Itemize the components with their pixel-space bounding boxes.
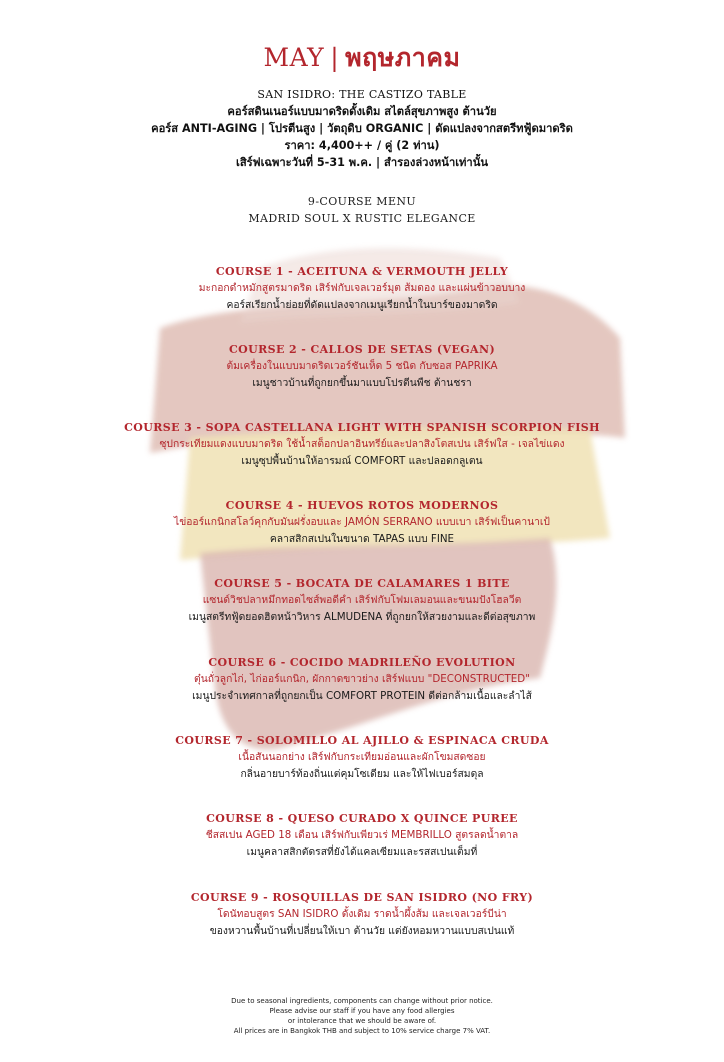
title-english: MAY [263,43,325,72]
course-title: COURSE 1 - ACEITUNA & VERMOUTH JELLY [215,265,509,278]
footer-line: All prices are in Bangkok THB and subject to 10% service charge 7% VAT. [233,1027,491,1035]
course-title: COURSE 7 - SOLOMILLO AL AJILLO & ESPINACA CRUDA [175,734,549,747]
course-description: มะกอกดำหมักสูตรมาดริด เสิร์ฟกับเจลเวอร์มุต ส้มดอง และแผ่นข้าวอบบาง [198,282,526,294]
course-note: เมนูคลาสสิกตัดรสที่ยังได้แคลเซียมและรสสเปนเต็มที่ [246,846,478,858]
footer-line: Due to seasonal ingredients, components can change without prior notice. [231,997,493,1005]
course-note: เมนูสตรีทฟู้ดยอดฮิตหน้าวิหาร ALMUDENA ที่ถูกยกให้สวยงามและดีต่อสุขภาพ [188,611,536,623]
course-title: COURSE 3 - SOPA CASTELLANA LIGHT WITH SPANISH SCORPION FISH [124,421,600,434]
course-item [0,576,724,626]
course-item [0,342,724,392]
course-item [0,733,724,783]
course-item [0,655,724,705]
course-note: คอร์สเรียกน้ำย่อยที่ดัดแปลงจากเมนูเรียกน้ำในบาร์ของมาดริด [226,299,498,311]
course-note: คลาสสิกสเปนในขนาด TAPAS แบบ FINE [269,533,455,545]
course-note: กลิ่นอายบาร์ท้องถิ่นแต่คุมโซเดียม และให้ไฟเบอร์สมดุล [240,768,484,780]
course-title: COURSE 9 - ROSQUILLAS DE SAN ISIDRO (NO FRY) [190,891,534,904]
course-note: เมนูซุปพื้นบ้านให้อารมณ์ COMFORT และปลอดกลูเตน [241,455,483,467]
title-separator: | [330,43,340,72]
course-title: COURSE 4 - HUEVOS ROTOS MODERNOS [225,499,499,512]
menu-heading-course-count: 9-COURSE MENU [307,195,417,208]
course-description: โดนัทอบสูตร SAN ISIDRO ดั้งเดิม ราดน้ำผึ้งส้ม และเจลเวอร์บีน่า [217,908,507,920]
course-title: COURSE 5 - BOCATA DE CALAMARES 1 BITE [214,577,510,590]
page-title [0,38,724,78]
course-description: ไข่ออร์แกนิกสโลว์คุกกับมันฝรั่งอบและ JAMÓN SERRANO แบบเบา เสิร์ฟเป็นคานาเป้ [174,516,550,528]
course-description: แซนด์วิชปลาหมึกทอดไซส์พอดีคำ เสิร์ฟกับโฟมเลมอนและขนมปังโฮลวีต [202,594,522,606]
course-description: ซุปกระเทียมแดงแบบมาดริด ใช้น้ำสต็อกปลาอินทรีย์และปลาสิงโตสเปน เสิร์ฟใส - เจลไข่แดง [159,438,565,450]
course-description: ต้มเครื่องในแบบมาดริดเวอร์ชันเห็ด 5 ชนิด กับซอส PAPRIKA [226,360,498,372]
course-title: COURSE 8 - QUESO CURADO X QUINCE PUREE [206,812,518,825]
footer-disclaimer [0,996,724,1036]
title-thai: พฤษภาคม [345,43,461,72]
menu-subtitle: SAN ISIDRO: THE CASTIZO TABLE [257,88,467,101]
course-item [0,498,724,548]
course-description: ตุ๋นถั่วลูกไก่, ไก่ออร์แกนิก, ผักกาดขาวย่าง เสิร์ฟแบบ "DECONSTRUCTED" [194,673,530,685]
course-title: COURSE 2 - CALLOS DE SETAS (VEGAN) [228,343,496,356]
course-note: เมนูประจำเทศกาลที่ถูกยกเป็น COMFORT PROTEIN ดีต่อกล้ามเนื้อและลำไส้ [192,690,532,702]
course-title: COURSE 6 - COCIDO MADRILEÑO EVOLUTION [208,656,516,669]
footer-line: Please advise our staff if you have any food allergies [269,1007,455,1015]
header-description-2: คอร์ส ANTI-AGING | โปรตีนสูง | วัตถุดิบ ORGANIC | ดัดแปลงจากสตรีทฟู้ดมาดริด [151,122,573,135]
course-description: ชีสสเปน AGED 18 เดือน เสิร์ฟกับเพียวเร่ MEMBRILLO สูตรลดน้ำตาล [205,829,519,841]
header-description-1: คอร์สดินเนอร์แบบมาดริดดั้งเดิม สไตล์สุขภาพสูง ต้านวัย [227,105,497,118]
footer-line: or intolerance that we should be aware of. [287,1017,437,1025]
price-line: ราคา: 4,400++ / คู่ (2 ท่าน) [284,139,440,152]
availability-line: เสิร์ฟเฉพาะวันที่ 5-31 พ.ค. | สำรองล่วงหน้าเท่านั้น [236,156,488,169]
course-item [0,811,724,861]
course-item [0,264,724,314]
course-note: เมนูชาวบ้านที่ถูกยกขึ้นมาแบบโปรตีนพืช ต้านชรา [252,377,472,389]
menu-heading-tagline: MADRID SOUL X RUSTIC ELEGANCE [248,212,476,225]
course-description: เนื้อสันนอกย่าง เสิร์ฟกับกระเทียมอ่อนและผักโขมสดซอย [238,751,486,763]
course-note: ของหวานพื้นบ้านที่เปลี่ยนให้เบา ต้านวัย แต่ยังหอมหวานแบบสเปนแท้ [209,925,515,937]
course-item [0,420,724,470]
course-item [0,890,724,940]
